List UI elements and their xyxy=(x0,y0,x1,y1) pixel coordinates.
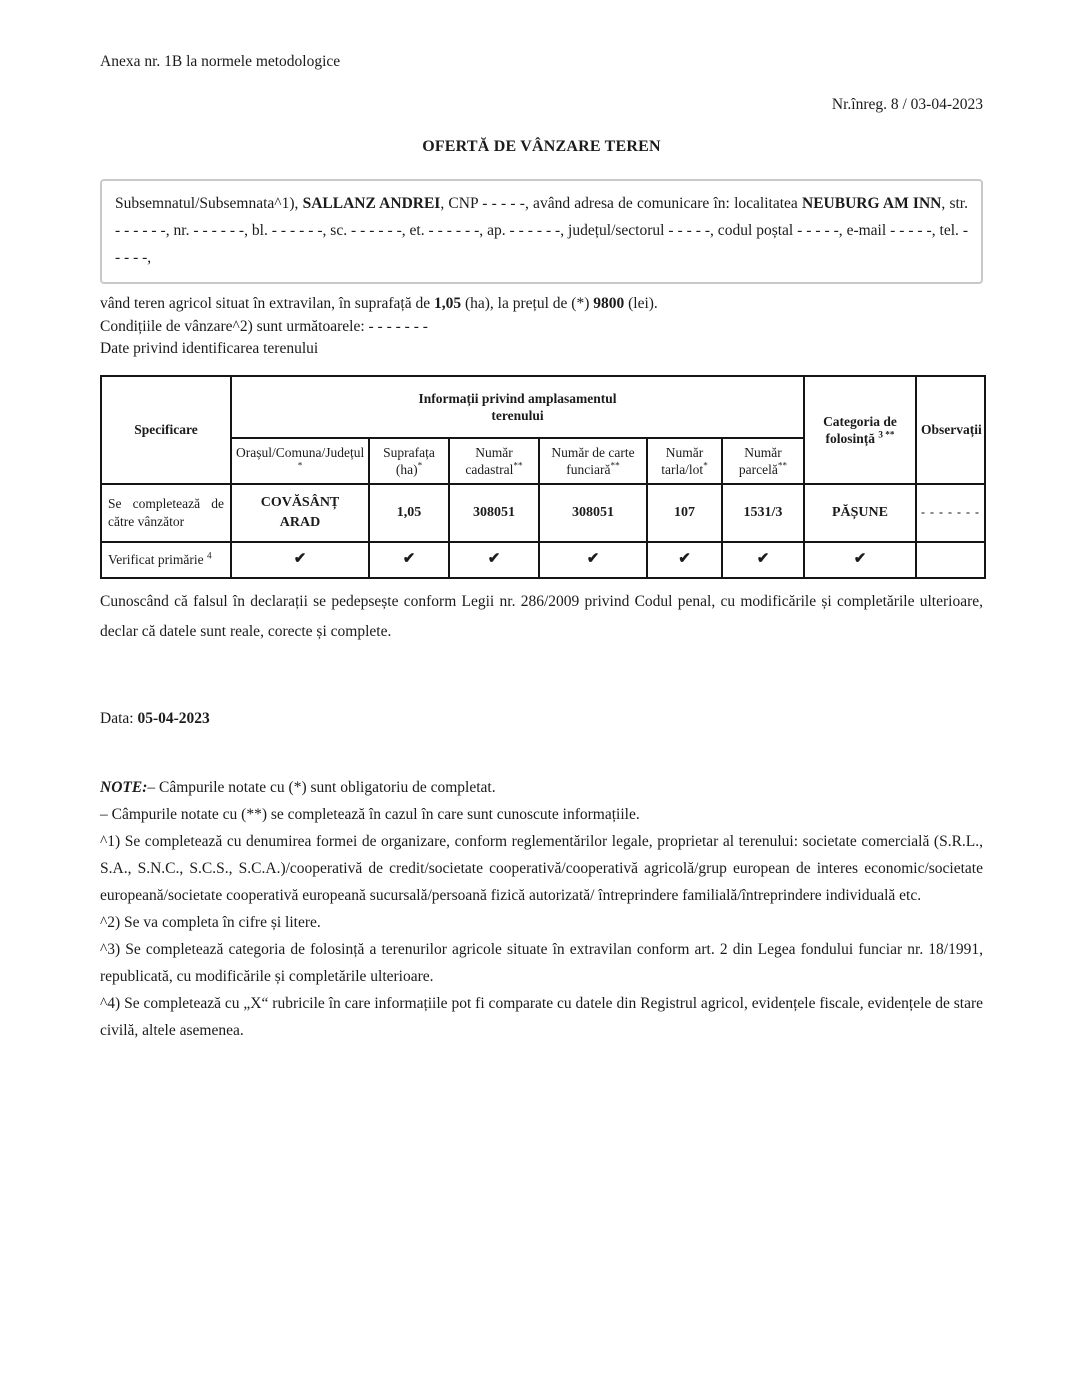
sale-text-1: vând teren agricol situat în extravilan, în suprafață de xyxy=(100,295,434,312)
header-specificare: Specificare xyxy=(101,376,231,484)
registration-number: Nr.înreg. 8 / 03-04-2023 xyxy=(831,96,983,113)
intro-after-name: , CNP - - - - -, având adresa de comunicare în: localitatea xyxy=(440,195,802,212)
cell-tarla: 107 xyxy=(647,484,722,542)
note-intro-text: – Câmpurile notate cu (*) sunt obligatoriu de completat. xyxy=(147,778,496,796)
header-numar-tarla: Număr tarla/lot* xyxy=(647,438,722,484)
check-parcela: ✔ xyxy=(722,542,804,578)
sale-area-value: 1,05 xyxy=(433,295,462,312)
note-line-2: – Câmpurile notate cu (**) se completează în cazul în care sunt cunoscute informațiile. xyxy=(100,805,640,823)
sale-line xyxy=(100,293,983,316)
header-categoria-folosinta xyxy=(804,376,916,484)
group-header-line2: terenului xyxy=(491,407,544,423)
cell-carte-funciara: 308051 xyxy=(539,484,647,542)
categoria-superscript: 3 ** xyxy=(878,429,895,439)
verify-row xyxy=(101,542,985,578)
date-label: Data: xyxy=(100,709,138,727)
seller-row-label: Se completează de către vânzător xyxy=(101,484,231,542)
cell-categoria: PĂȘUNE xyxy=(804,484,916,542)
header-group-amplasament xyxy=(231,376,804,438)
check-categoria: ✔ xyxy=(804,542,916,578)
note-line-1 xyxy=(100,774,983,801)
intro-suffix: , str. - - - - - -, nr. - - - - - -, bl. - - - - - -, sc. - - - - - -, et. - - - - - -, ap. - - - - - -, județul/sectorul - - - - -, codul poștal - - - - -, e-mail - - - - -, tel. - - - - -, xyxy=(115,195,968,266)
cell-area: 1,05 xyxy=(369,484,449,542)
land-identification-line: Date privind identificarea terenului xyxy=(100,340,319,357)
check-carte-funciara: ✔ xyxy=(539,542,647,578)
sale-price-value: 9800 xyxy=(593,295,625,312)
conditions-line: Condițiile de vânzare^2) sunt următoarele: - - - - - - - xyxy=(100,317,428,335)
header-numar-parcela: Număr parcelă** xyxy=(722,438,804,484)
declaration-paragraph: Cunoscând că falsul în declarații se pedepsește conform Legii nr. 286/2009 privind Codul penal, cu modificările și completările ulterioare, declar că datele sunt reale, corecte și complete. xyxy=(100,592,983,640)
land-identification-table xyxy=(100,375,986,579)
header-suprafata: Suprafața (ha)* xyxy=(369,438,449,484)
cell-parcela: 1531/3 xyxy=(722,484,804,542)
sale-text-2: (ha), la prețul de (*) xyxy=(461,295,594,312)
group-header-line1: Informații privind amplasamentul xyxy=(418,390,617,406)
verify-row-label: Verificat primărie $^4$ xyxy=(101,542,231,578)
cell-locality: COVĂSÂNȚ ARAD xyxy=(231,484,369,542)
cell-cadastral: 308051 xyxy=(449,484,539,542)
note-line-6: ^4) Se completează cu „X“ rubricile în care informațiile pot fi comparate cu datele din Registrul agricol, evidențele fiscale, evidențele de stare civilă, altele asemenea. xyxy=(100,994,983,1039)
page-title: OFERTĂ DE VÂNZARE TEREN xyxy=(422,138,661,155)
header-oras-comuna-judet: Orașul/Comuna/Județul * xyxy=(231,438,369,484)
body-lines xyxy=(100,293,983,361)
seller-name: SALLANZ ANDREI xyxy=(302,195,441,212)
seller-data-row xyxy=(101,484,985,542)
locality-name: NEUBURG AM INN xyxy=(802,195,942,212)
check-locality: ✔ xyxy=(231,542,369,578)
header-numar-carte-funciara: Număr de carte funciară** xyxy=(539,438,647,484)
annex-label: Anexa nr. 1B la normele metodologice xyxy=(100,53,341,70)
date-value: 05-04-2023 xyxy=(137,709,210,727)
note-line-3: ^1) Se completează cu denumirea formei de organizare, conform reglementărilor legale, proprietar al terenului: societate comercială (S.R.L., S.A., S.N.C., S.C.S., S.C.A.)/cooperativă de credit/societate cooperativă/cooperativă agricolă/grup european de interes economic/societate europeană/societate cooperativă europeană sucursală/persoană fizică autorizată/ întreprindere familială/întreprindere individuală etc. xyxy=(100,832,983,904)
intro-box xyxy=(100,179,983,284)
check-area: ✔ xyxy=(369,542,449,578)
header-numar-cadastral: Număr cadastral** xyxy=(449,438,539,484)
categoria-line2: folosință xyxy=(825,430,876,446)
note-line-5: ^3) Se completează categoria de folosință a terenurilor agricole situate în extravilan conform art. 2 din Legea fondului funciar nr. 18/1991, republicată, cu modificările și completările ulterioare. xyxy=(100,940,983,985)
check-tarla: ✔ xyxy=(647,542,722,578)
header-observatii: Observații xyxy=(916,376,985,484)
date-line xyxy=(100,710,983,728)
notes-title: NOTE: xyxy=(100,778,148,796)
sale-text-3: (lei). xyxy=(624,295,658,312)
notes-section xyxy=(100,774,983,1044)
intro-prefix: Subsemnatul/Subsemnata^1), xyxy=(115,195,303,212)
check-observatii xyxy=(916,542,985,578)
check-cadastral: ✔ xyxy=(449,542,539,578)
note-line-4: ^2) Se va completa în cifre și litere. xyxy=(100,913,321,931)
cell-observatii: - - - - - - - xyxy=(916,484,985,542)
categoria-line1: Categoria de xyxy=(823,413,897,429)
